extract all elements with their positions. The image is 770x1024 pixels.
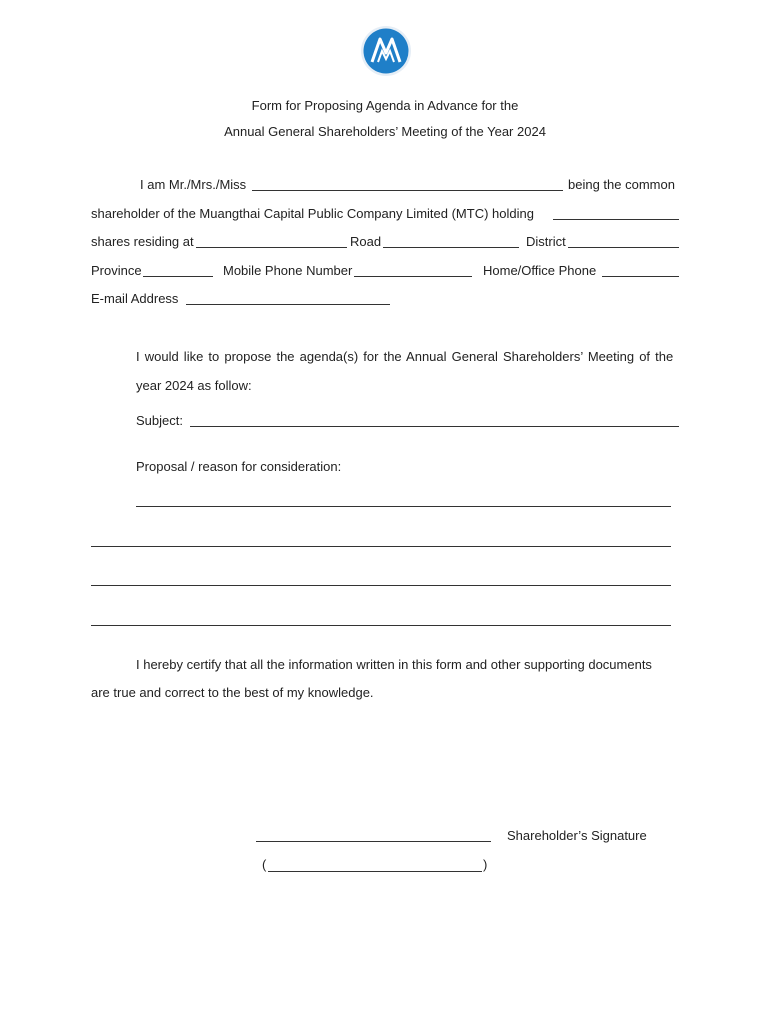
form-title-line1: Form for Proposing Agenda in Advance for the — [251, 98, 519, 113]
shares-field[interactable] — [553, 219, 679, 220]
home-phone-label: Home/Office Phone — [483, 263, 597, 278]
road-label: Road — [350, 234, 382, 249]
certify-text-line2: are true and correct to the best of my knowledge. — [91, 685, 374, 700]
mobile-field[interactable] — [354, 276, 472, 277]
subject-label: Subject: — [136, 413, 183, 428]
district-field[interactable] — [568, 247, 679, 248]
address-field[interactable] — [196, 247, 347, 248]
province-label: Province — [91, 263, 142, 278]
province-field[interactable] — [143, 276, 213, 277]
paren-close: ) — [483, 857, 488, 872]
subject-field[interactable] — [190, 426, 679, 427]
reason-field-line2[interactable] — [91, 546, 671, 547]
company-logo-icon — [360, 25, 412, 77]
certify-text-line1: I hereby certify that all the information written in this form and other supporting documents — [136, 657, 652, 672]
signature-label: Shareholder’s Signature — [507, 828, 647, 843]
proposal-text-line2: year 2024 as follow: — [136, 378, 252, 393]
common-label: being the common — [568, 177, 675, 192]
email-label: E-mail Address — [91, 291, 179, 306]
proposal-text-line1: I would like to propose the agenda(s) for the Annual General Shareholders’ Meeting of the — [136, 349, 674, 364]
email-field[interactable] — [186, 304, 390, 305]
reason-label: Proposal / reason for consideration: — [136, 459, 342, 474]
reason-field-line1[interactable] — [136, 506, 671, 507]
mobile-label: Mobile Phone Number — [223, 263, 353, 278]
reason-field-line3[interactable] — [91, 585, 671, 586]
road-field[interactable] — [383, 247, 519, 248]
reason-field-line4[interactable] — [91, 625, 671, 626]
signature-field[interactable] — [256, 841, 491, 842]
district-label: District — [526, 234, 566, 249]
name-label: I am Mr./Mrs./Miss — [140, 177, 247, 192]
form-title-line2: Annual General Shareholders’ Meeting of the Year 2024 — [224, 124, 546, 139]
name-field[interactable] — [252, 190, 563, 191]
holding-label: shareholder of the Muangthai Capital Public Company Limited (MTC) holding — [91, 206, 534, 221]
home-phone-field[interactable] — [602, 276, 679, 277]
shares-residing-label: shares residing at — [91, 234, 194, 249]
paren-open: ( — [262, 857, 267, 872]
printed-name-field[interactable] — [268, 871, 482, 872]
